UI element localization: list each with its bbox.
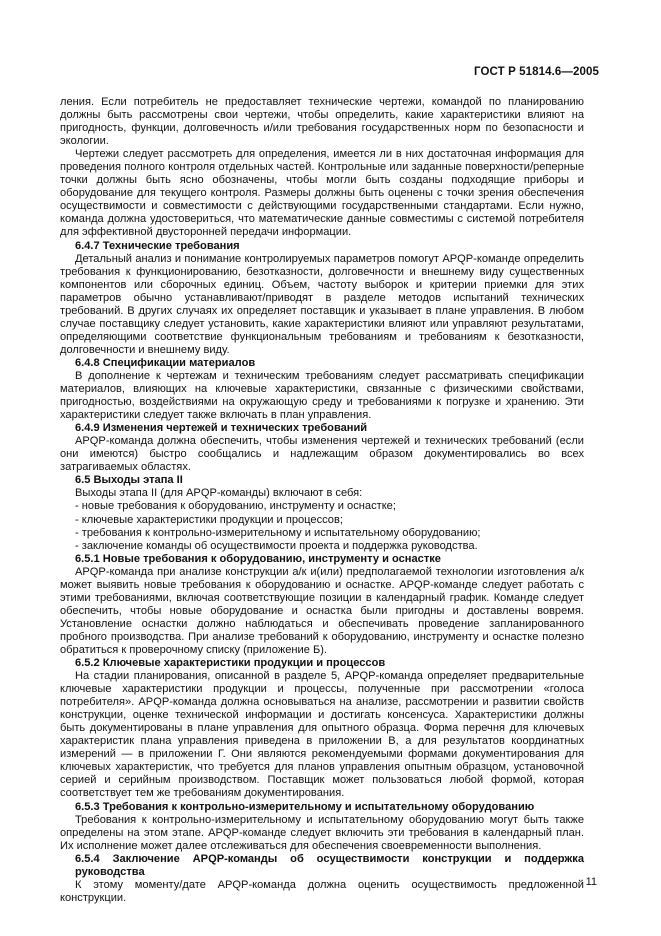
- list-item: - требования к контрольно-измерительному и испытательному оборудованию;: [75, 526, 481, 539]
- section-heading: 6.5.4 Заключение APQP-команды об осуществимости конструкции и поддержка руководства: [75, 852, 584, 878]
- paragraph: В дополнение к чертежам и техническим требованиям следует рассматривать спецификации материалов, влияющих на ключевые характеристики, связанные с физическими свойствами, пригодностью, воздействиями на окружающую среду и требованиями к погрузке и хранению. Эти характеристики следует также включать в план управления.: [60, 369, 584, 422]
- paragraph: Чертежи следует рассмотреть для определения, имеется ли в них достаточная информация для проведения полного контроля отдельных частей. Контрольные или заданные поверхности/реперные точки должны быть ясно обозначены, чтобы могли быть созданы подходящие приборы и оборудование для текущего контроля. Размеры должны быть оценены с точки зрения обеспечения осуществимости и совместимости с действующими государственными стандартами. Если нужно, команда должна удостовериться, что математические данные совместимы с системой потребителя для эффективной двусторонней передачи информации.: [60, 148, 584, 239]
- list-item: - ключевые характеристики продукции и процессов;: [75, 513, 343, 526]
- list-item: - новые требования к оборудованию, инструменту и оснастке;: [75, 500, 396, 513]
- paragraph: На стадии планирования, описанной в разделе 5, APQP-команда определяет предварительные ключевые характеристики продукции и процессы, полученные при рассмотрении «голоса потребителя». APQP-команда должна основываться на анализе, рассмотрении и развитии свойств конструкции, оценке технической информации и достигать консенсуса. Характеристики должны быть документированы в плане управления для опытного образца. Форма перечня для ключевых характеристик плана управления приведена в приложении В, а для результатов координатных измерений — в приложении Г. Они являются рекомендуемыми формами документирования для ключевых характеристик, что требуется для планов управления опытным образцом, установочной серией и серийным производством. Поставщик может пользоваться любой формой, которая соответствует тем же требованиям документирования.: [60, 670, 584, 800]
- document-body: [60, 96, 584, 905]
- section-heading: 6.4.8 Спецификации материалов: [75, 356, 256, 369]
- paragraph: К этому моменту/дате APQP-команда должна оценить осуществимость предложенной конструкции.: [60, 878, 584, 904]
- page-number: 11: [585, 876, 597, 888]
- section-heading: 6.5 Выходы этапа II: [75, 474, 183, 487]
- paragraph: ления. Если потребитель не предоставляет технические чертежи, командой по планированию должны быть рассмотрены свои чертежи, чтобы определить, какие характеристики влияют на пригодность, функции, долговечность и/или требования государственных норм по безопасности и экологии.: [60, 96, 584, 148]
- section-heading: 6.4.9 Изменения чертежей и технических требований: [75, 422, 368, 435]
- paragraph: APQP-команда при анализе конструкции а/к и(или) предполагаемой технологии изготовления а/к может выявить новые требования к оборудованию и оснастке. APQP-команде следует работать с этими требованиями, включая соответствующие позиции в календарный график. Команде следует обеспечить, чтобы новые оборудование и оснастка были пригодны и доставлены вовремя. Установление оснастки должно наблюдаться и обеспечивать проведение запланированного пробного производства. При анализе требований к оборудованию, инструменту и оснастке полезно обратиться к проверочному списку (приложение Б).: [60, 565, 584, 656]
- section-heading: 6.5.1 Новые требования к оборудованию, инструменту и оснастке: [75, 552, 441, 565]
- paragraph: Детальный анализ и понимание контролируемых параметров помогут APQP-команде определить требования к функционированию, безотказности, долговечности и внешнему виду существенных компонентов или сборочных единиц. Объем, частоту выборок и критерии приемки для этих параметров обычно устанавливают/приводят в разделе методов испытаний технических требований. В других случаях их определяет поставщик и указывает в плане управления. В любом случае поставщику следует установить, какие характеристики влияют или управляют результатами, определяющими соответствие функциональным требованиям и требованиям к безотказности, долговечности и внешнему виду.: [60, 252, 584, 356]
- paragraph: Требования к контрольно-измерительному и испытательному оборудованию могут быть также определены на этом этапе. APQP-команде следует включить эти требования в календарный план. Их исполнение может далее отслеживаться для обеспечения своевременности выполнения.: [60, 813, 584, 852]
- document-header: ГОСТ Р 51814.6—2005: [474, 66, 599, 78]
- section-heading: 6.5.3 Требования к контрольно-измерительному и испытательному оборудованию: [75, 800, 535, 813]
- list-intro: Выходы этапа II (для APQP-команды) включают в себя:: [75, 487, 363, 500]
- section-heading: 6.4.7 Технические требования: [75, 239, 240, 252]
- list-item: - заключение команды об осуществимости проекта и поддержка руководства.: [75, 539, 478, 552]
- section-heading: 6.5.2 Ключевые характеристики продукции и процессов: [75, 657, 386, 670]
- paragraph: APQP-команда должна обеспечить, чтобы изменения чертежей и технических требований (если они имеются) быстро сообщались и надлежащим образом документировались во всех затрагиваемых областях.: [60, 435, 584, 474]
